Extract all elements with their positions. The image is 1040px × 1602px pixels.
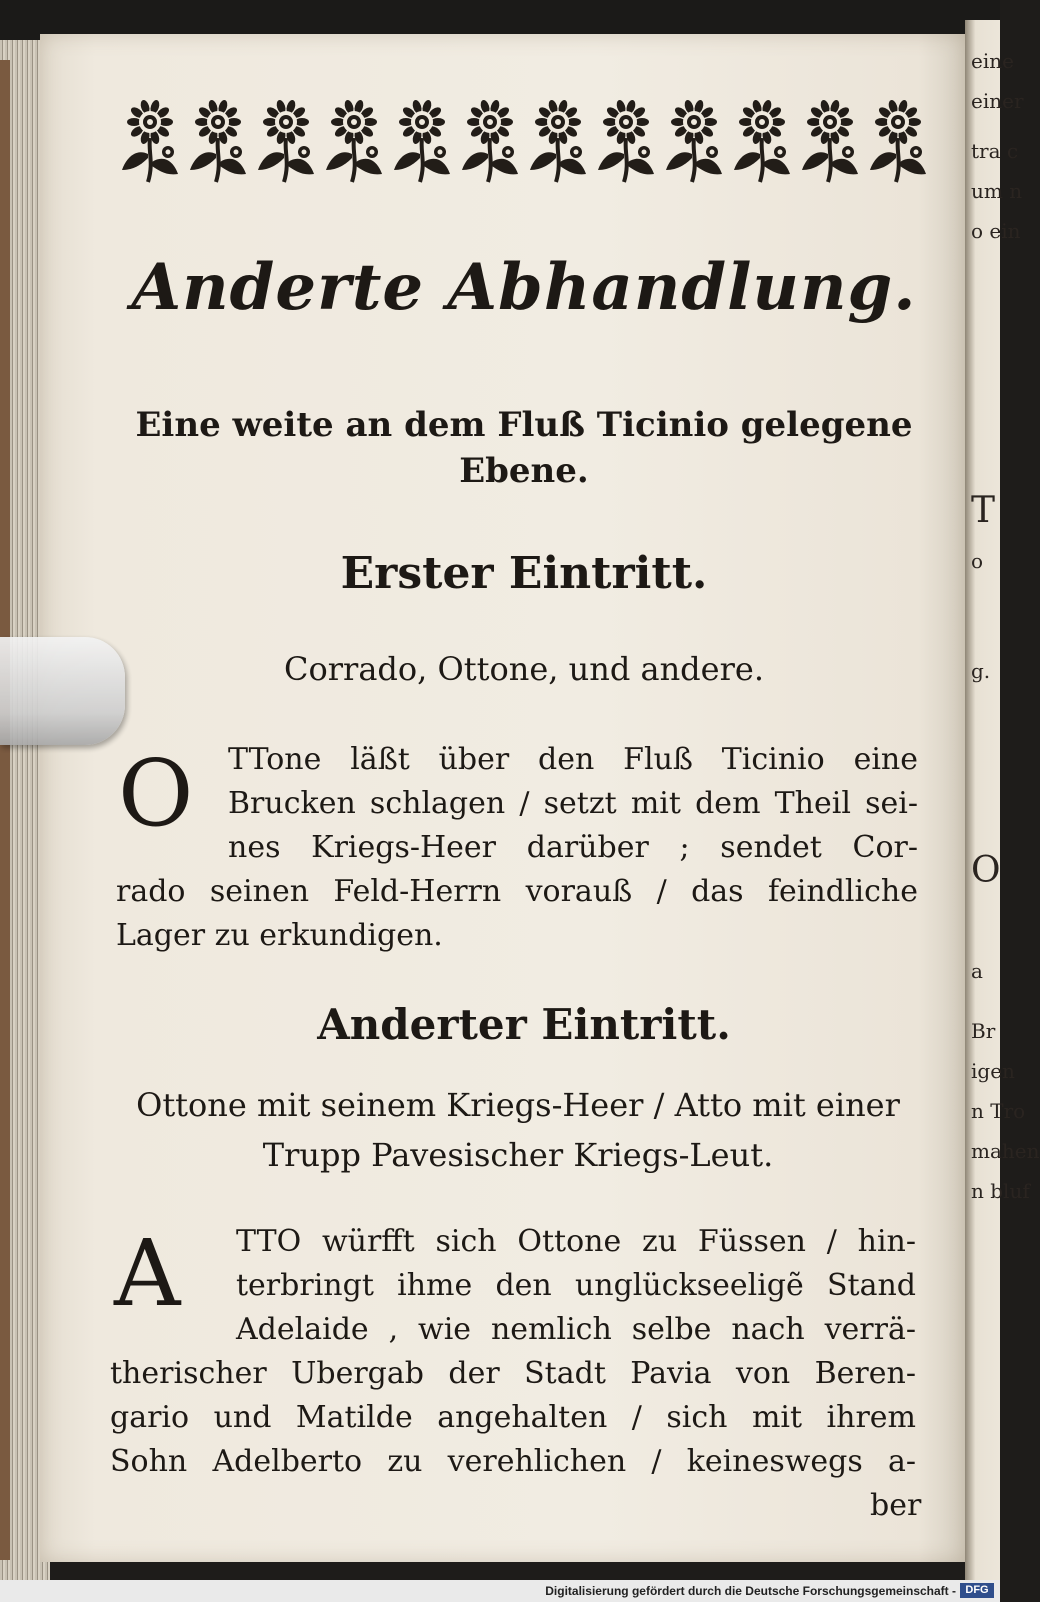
book-cover-edge xyxy=(0,60,10,1560)
flower-ornament-icon xyxy=(798,92,862,188)
facing-page-fragment: tra c xyxy=(971,139,1019,163)
facing-page-fragment: n bluf xyxy=(971,1179,1030,1203)
flower-ornament-icon xyxy=(254,92,318,188)
dfg-logo: DFG xyxy=(960,1583,994,1598)
scene-characters: Ottone mit seinem Kriegs-Heer / Atto mit einer Trupp Pavesischer Kriegs-Leut. xyxy=(136,1086,900,1174)
paragraph-line: gario und Matilde angehalten / sich mit ihrem xyxy=(110,1400,916,1435)
flower-ornament-icon xyxy=(730,92,794,188)
facing-page-fragment: o xyxy=(971,549,984,573)
scene-heading: Anderter Eintritt. xyxy=(317,1000,731,1049)
paragraph-line: Adelaide , wie nemlich selbe nach verrä- xyxy=(236,1312,916,1347)
scene-summary-paragraph xyxy=(110,1220,920,1540)
flower-ornament-icon xyxy=(866,92,930,188)
facing-page-fragment: o ein xyxy=(971,219,1021,243)
facing-page-fragment: um n xyxy=(971,179,1023,203)
flower-ornament-icon xyxy=(390,92,454,188)
facing-page-fragment: igen xyxy=(971,1059,1015,1083)
page-clip xyxy=(0,637,125,745)
flower-ornament-icon xyxy=(322,92,386,188)
paragraph-line: rado seinen Feld-Herrn vorauß / das feindliche xyxy=(116,874,918,909)
facing-page-fragment: T xyxy=(971,490,996,531)
paragraph-line: nes Kriegs-Heer darüber ; sendet Cor- xyxy=(228,830,918,865)
flower-ornament-icon xyxy=(458,92,522,188)
scene-location: Eine weite an dem Fluß Ticinio gelegene Ebene. xyxy=(135,405,913,491)
digitization-credit: Digitalisierung gefördert durch die Deutsche Forschungsgemeinschaft - xyxy=(545,1584,956,1598)
act-heading: Anderte Abhandlung. xyxy=(131,250,917,325)
facing-page-fragment: einer xyxy=(971,89,1024,113)
paragraph-line: therischer Ubergab der Stadt Pavia von Beren- xyxy=(110,1356,916,1391)
paragraph-line: TTone läßt über den Fluß Ticinio eine xyxy=(228,742,918,777)
flower-ornament-icon xyxy=(526,92,590,188)
catchword: ber xyxy=(870,1488,922,1523)
facing-page-fragment: g. xyxy=(971,659,991,683)
drop-capital: A xyxy=(114,1220,181,1327)
facing-page-edge xyxy=(965,20,1040,1580)
facing-page-fragment: O xyxy=(971,850,1001,891)
scene-summary-paragraph xyxy=(110,738,920,968)
drop-capital: O xyxy=(118,740,194,847)
facing-page-fragment: Br xyxy=(971,1019,996,1043)
ornamental-border xyxy=(118,92,930,188)
flower-ornament-icon xyxy=(118,92,182,188)
paragraph-line: Sohn Adelberto zu verehlichen / keineswegs a- xyxy=(110,1444,916,1479)
facing-page-fragment: eine xyxy=(971,49,1014,73)
flower-ornament-icon xyxy=(186,92,250,188)
facing-page-fragment: n Tro xyxy=(971,1099,1026,1123)
paragraph-line: Lager zu erkundigen. xyxy=(116,918,443,953)
scene-characters: Corrado, Ottone, und andere. xyxy=(283,650,764,688)
scene-heading: Erster Eintritt. xyxy=(340,548,708,599)
facing-page-fragment: mahen xyxy=(971,1139,1040,1163)
flower-ornament-icon xyxy=(662,92,726,188)
paragraph-line: terbringt ihme den unglückseeligẽ Stand xyxy=(236,1268,916,1303)
paragraph-line: TTO würfft sich Ottone zu Füssen / hin- xyxy=(236,1224,916,1259)
flower-ornament-icon xyxy=(594,92,658,188)
paragraph-line: Brucken schlagen / setzt mit dem Theil sei- xyxy=(228,786,918,821)
facing-page-fragment: a xyxy=(971,959,983,983)
